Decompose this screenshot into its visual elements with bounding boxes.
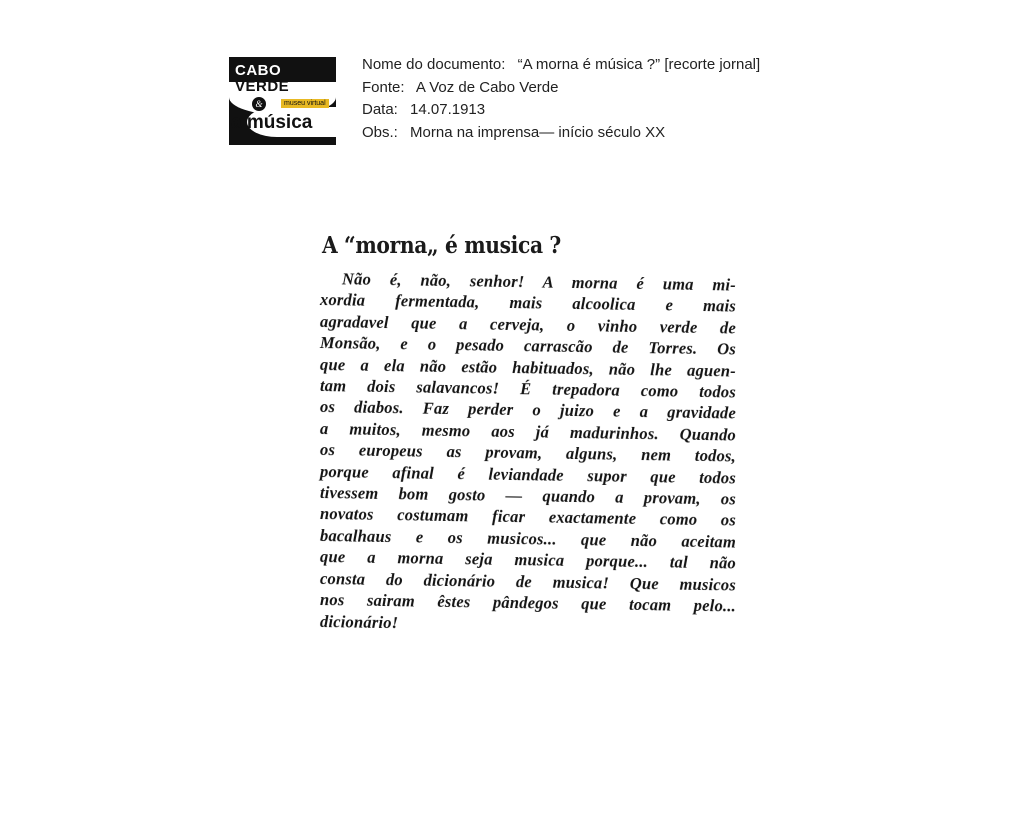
clipping-title: A “morna„ é musica ? (322, 232, 561, 259)
meta-obs-label: Obs.: (362, 123, 398, 141)
meta-document-value: “A morna é música ?” [recorte jornal] (517, 56, 761, 73)
museum-logo (229, 57, 336, 145)
clipping-text-line: que a ela não estão habituados, não lhe aguen- (319, 354, 737, 381)
clipping-text-line: os diabos. Faz perder o juizo e a gravidade (319, 397, 737, 423)
meta-document-label: Nome do documento: (362, 56, 506, 73)
clipping-text-line: os europeus as provam, alguns, nem todos, (319, 440, 737, 466)
meta-row-date (362, 99, 760, 122)
meta-row-obs (362, 122, 760, 145)
logo-text-cabo: CABO (235, 62, 282, 79)
meta-source-value: A Voz de Cabo Verde (415, 78, 559, 96)
logo-tag-museu-virtual: museu virtual (281, 99, 329, 108)
logo-ampersand: & (251, 96, 267, 112)
clipping-text-line: nos sairam êstes pândegos que tocam pelo... (319, 590, 737, 616)
clipping-text-line: bacalhaus e os musicos... que não aceitam (319, 525, 737, 552)
clipping-text-line: dicionário! (319, 611, 399, 632)
meta-obs-value: Morna na imprensa— início século XX (410, 123, 666, 141)
clipping-text-line: tivessem bom gosto — quando a provam, os (319, 483, 737, 509)
clipping-text-line: xordia fermentada, mais alcoolica e mais (319, 290, 737, 316)
meta-source-label: Fonte: (362, 78, 405, 96)
meta-date-value: 14.07.1913 (410, 101, 486, 118)
meta-row-source (362, 77, 760, 100)
clipping-text-line: Não é, não, senhor! A morna é uma mi- (341, 269, 737, 295)
document-metadata (362, 54, 760, 144)
logo-text-a-musica: a música (231, 112, 313, 133)
clipping-text-line: porque afinal é leviandade supor que todos (319, 461, 737, 488)
meta-date-label: Data: (362, 101, 398, 118)
clipping-text-line: Monsão, e o pesado carrascão de Torres. Os (319, 333, 737, 359)
clipping-text-line: consta do dicionário de musica! Que musicos (319, 568, 737, 595)
clipping-text-line: tam dois salavancos! É trepadora como todos (319, 376, 737, 402)
clipping-body (320, 268, 736, 632)
clipping-text-line: novatos costumam ficar exactamente como os (319, 504, 737, 531)
logo-text-verde: VERDE (235, 78, 290, 95)
clipping-text-line: agradavel que a cerveja, o vinho verde de (319, 311, 737, 338)
clipping-text-line: a muitos, mesmo aos já madurinhos. Quando (319, 418, 737, 445)
clipping-text-line: que a morna seja musica porque... tal não (319, 547, 737, 573)
newspaper-clipping (318, 226, 740, 636)
meta-row-document (362, 54, 760, 77)
